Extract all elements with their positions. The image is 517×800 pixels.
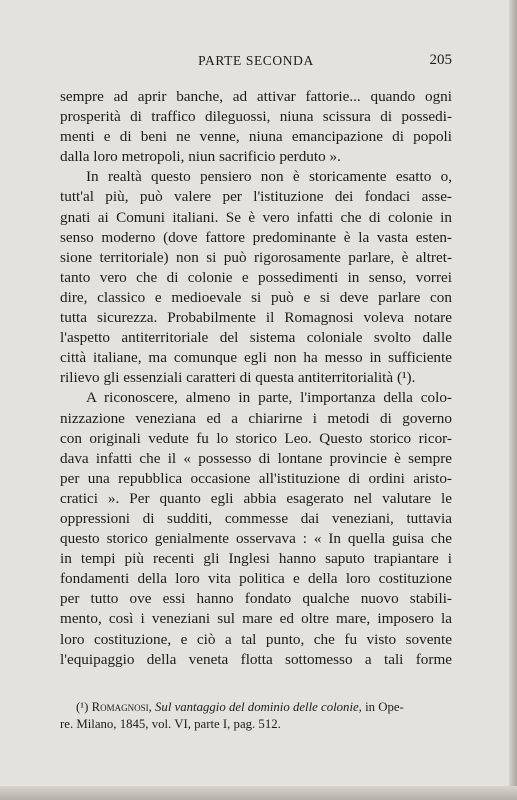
text-line: tutta sicurezza. Probabilmente il Romagnosi voleva notare <box>60 309 452 327</box>
text-line: l'aspetto antiterritoriale del sistema coloniale svolto dalle <box>60 329 452 347</box>
text-line: sione territoriale) non si può rigorosamente parlare, è altret- <box>60 248 452 266</box>
text-line: gnati ai Comuni italiani. Se è vero infatti che di colonie in <box>60 208 452 226</box>
text-line: fondamenti della loro vita politica e della loro costituzione <box>60 570 452 588</box>
text-line: dalla loro metropoli, niun sacrificio perduto ». <box>60 148 341 166</box>
running-head <box>60 50 452 70</box>
text-line: questo storico genialmente osservava : « In quella guisa che <box>60 530 452 548</box>
text-line: città italiane, ma comunque egli non ha messo in sufficiente <box>60 349 452 367</box>
text-line: dire, classico e medioevale si può e si deve parlare con <box>60 288 452 306</box>
body-text <box>60 87 452 670</box>
footnote-author: Romagnosi, <box>91 700 152 714</box>
text-line: per tutto ove essi hanno fondato qualche nuovo stabili- <box>60 590 452 608</box>
text-line: sempre ad aprir banche, ad attivar fattorie... quando ogni <box>60 88 452 105</box>
text-line: menti e di beni ne venne, niuna emancipazione di popoli <box>60 128 452 146</box>
text-line: prosperità di traffico dileguossi, niuna scissura di possedi- <box>60 108 452 126</box>
footnote-marker: (¹) <box>76 700 89 714</box>
text-line: A riconoscere, almeno in parte, l'importanza della colo- <box>86 389 452 407</box>
page-bottom-shadow <box>0 786 517 800</box>
footnote-line: re. Milano, 1845, vol. VI, parte I, pag. 512. <box>60 717 281 731</box>
text-line: l'equipaggio della veneta flotta sottomesso a tali forme <box>60 650 452 668</box>
text-line: con originali vedute fu lo storico Leo. Questo storico ricor- <box>60 429 452 447</box>
text-line: rilievo gli essenziali caratteri di questa antiterritorialità (¹). <box>60 369 416 387</box>
text-line: tutt'al più, può valere per l'istituzione dei fondaci asse- <box>60 188 452 206</box>
running-title: PARTE SECONDA <box>198 53 314 68</box>
text-line: senso moderno (dove fattore predominante è la vasta esten- <box>60 228 452 246</box>
text-line: tanto vero che di colonie e possedimenti in senso, vorrei <box>60 268 452 286</box>
text-line: cratici ». Per quanto egli abbia esagerato nel valutare le <box>60 489 452 507</box>
footnote-title: Sul vantaggio del dominio delle colonie, <box>155 700 362 714</box>
page-edge-shadow <box>509 0 517 800</box>
text-line: In realtà questo pensiero non è storicamente esatto o, <box>86 168 452 186</box>
footnote-line <box>60 699 452 716</box>
footnote <box>60 699 452 733</box>
text-line: mento, così i veneziani sul mare ed oltre mare, imposero la <box>60 610 452 628</box>
footnote-text: in Ope- <box>365 700 404 714</box>
text-line: loro costituzione, e ciò a tal punto, che fu visto sovente <box>60 630 452 648</box>
page-number: 205 <box>429 52 452 68</box>
text-line: oppressioni di sudditi, commesse dai veneziani, tuttavia <box>60 509 452 527</box>
text-line: nizzazione veneziana ed a chiarirne i metodi di governo <box>60 409 452 427</box>
text-line: in tempi più recenti gli Inglesi hanno saputo trapiantare i <box>60 550 452 568</box>
text-line: per una repubblica occasione all'istituzione di ordini aristo- <box>60 469 452 487</box>
text-line: dava infatti che il « possesso di lontane provincie è sempre <box>60 449 452 467</box>
